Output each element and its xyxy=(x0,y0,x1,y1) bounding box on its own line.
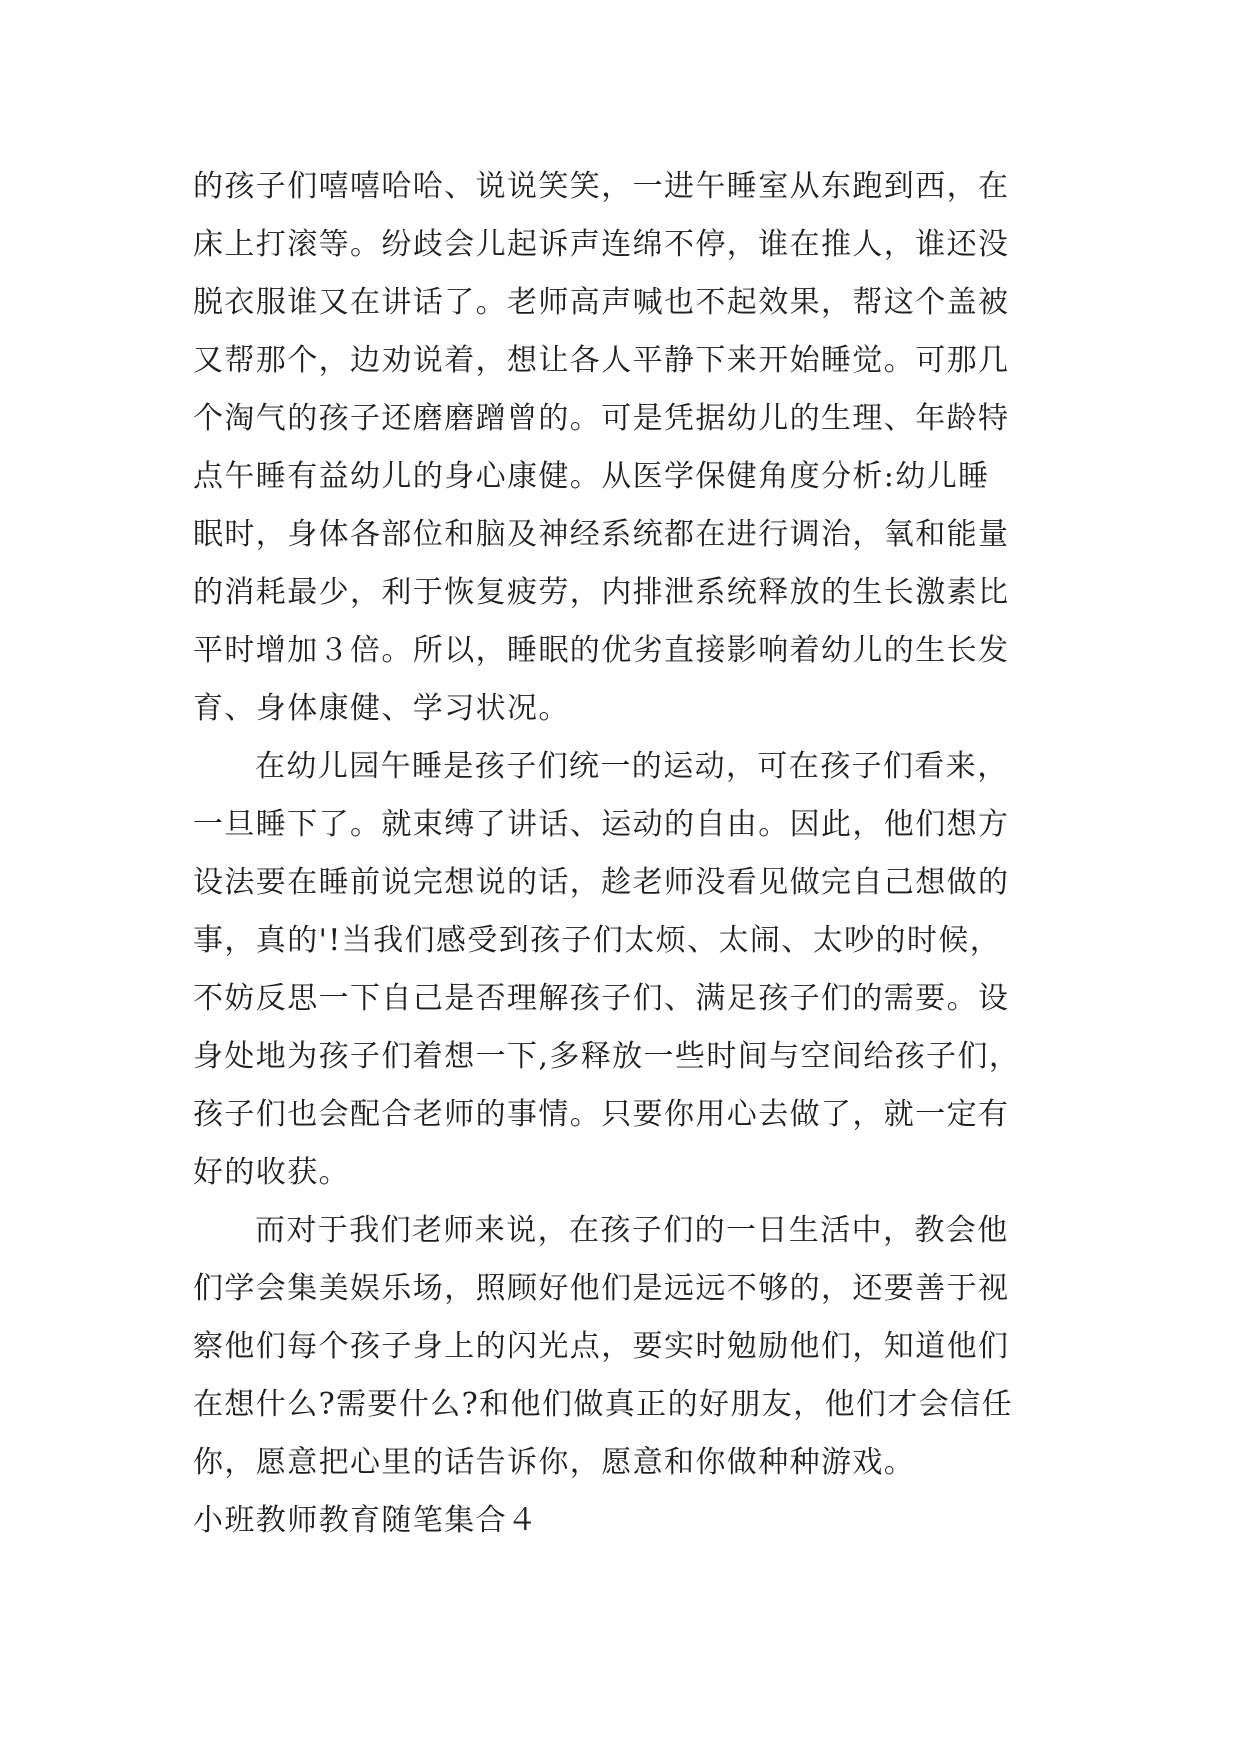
text-line: 们学会集美娱乐场，照顾好他们是远远不够的，还要善于视 xyxy=(193,1271,1010,1306)
text-line: 设法要在睡前说完想说的话，趁老师没看见做完自己想做的 xyxy=(193,865,1010,900)
text-line: 脱衣服谁又在讲话了。老师高声喊也不起效果，帮这个盖被 xyxy=(193,285,1010,320)
text-line: 眠时，身体各部位和脑及神经系统都在进行调治，氧和能量 xyxy=(193,517,1010,552)
paragraph-1 xyxy=(193,158,1053,738)
text-line: 而对于我们老师来说，在孩子们的一日生活中，教会他 xyxy=(255,1213,1009,1248)
text-line: 不妨反思一下自己是否理解孩子们、满足孩子们的需要。设 xyxy=(193,981,1010,1016)
text-line: 察他们每个孩子身上的闪光点，要实时勉励他们，知道他们 xyxy=(193,1329,1010,1364)
section-heading: 小班教师教育随笔集合４ xyxy=(193,1503,539,1538)
text-line: 孩子们也会配合老师的事情。只要你用心去做了，就一定有 xyxy=(193,1097,1010,1132)
text-line: 点午睡有益幼儿的身心康健。从医学保健角度分析:幼儿睡 xyxy=(193,459,990,494)
text-line: 身处地为孩子们着想一下,多释放一些时间与空间给孩子们， xyxy=(193,1039,1021,1074)
paragraph-2 xyxy=(193,738,1053,1202)
text-line: 又帮那个，边劝说着，想让各人平静下来开始睡觉。可那几 xyxy=(193,343,1010,378)
text-line: 你，愿意把心里的话告诉你，愿意和你做种种游戏。 xyxy=(193,1445,916,1480)
text-line: 的消耗最少，利于恢复疲劳，内排泄系统释放的生长激素比 xyxy=(193,575,1010,610)
text-line: 的孩子们嘻嘻哈哈、说说笑笑，一进午睡室从东跑到西，在 xyxy=(193,169,1010,204)
text-line: 育、身体康健、学习状况。 xyxy=(193,691,570,726)
text-line: 好的收获。 xyxy=(193,1155,350,1190)
text-line: 个淘气的孩子还磨磨蹭曾的。可是凭据幼儿的生理、年龄特 xyxy=(193,401,1010,436)
text-line: 事，真的'!当我们感受到孩子们太烦、太闹、太吵的时候， xyxy=(193,923,1002,958)
document-body xyxy=(193,158,1053,1550)
text-line: 在想什么?需要什么?和他们做真正的好朋友，他们才会信任 xyxy=(193,1387,1013,1422)
text-line: 床上打滚等。纷歧会儿起诉声连绵不停，谁在推人，谁还没 xyxy=(193,227,1010,262)
text-line: 一旦睡下了。就束缚了讲话、运动的自由。因此，他们想方 xyxy=(193,807,1010,842)
text-line: 在幼儿园午睡是孩子们统一的运动，可在孩子们看来， xyxy=(255,749,1009,784)
paragraph-3 xyxy=(193,1202,1053,1492)
text-line: 平时增加３倍。所以，睡眠的优劣直接影响着幼儿的生长发 xyxy=(193,633,1010,668)
